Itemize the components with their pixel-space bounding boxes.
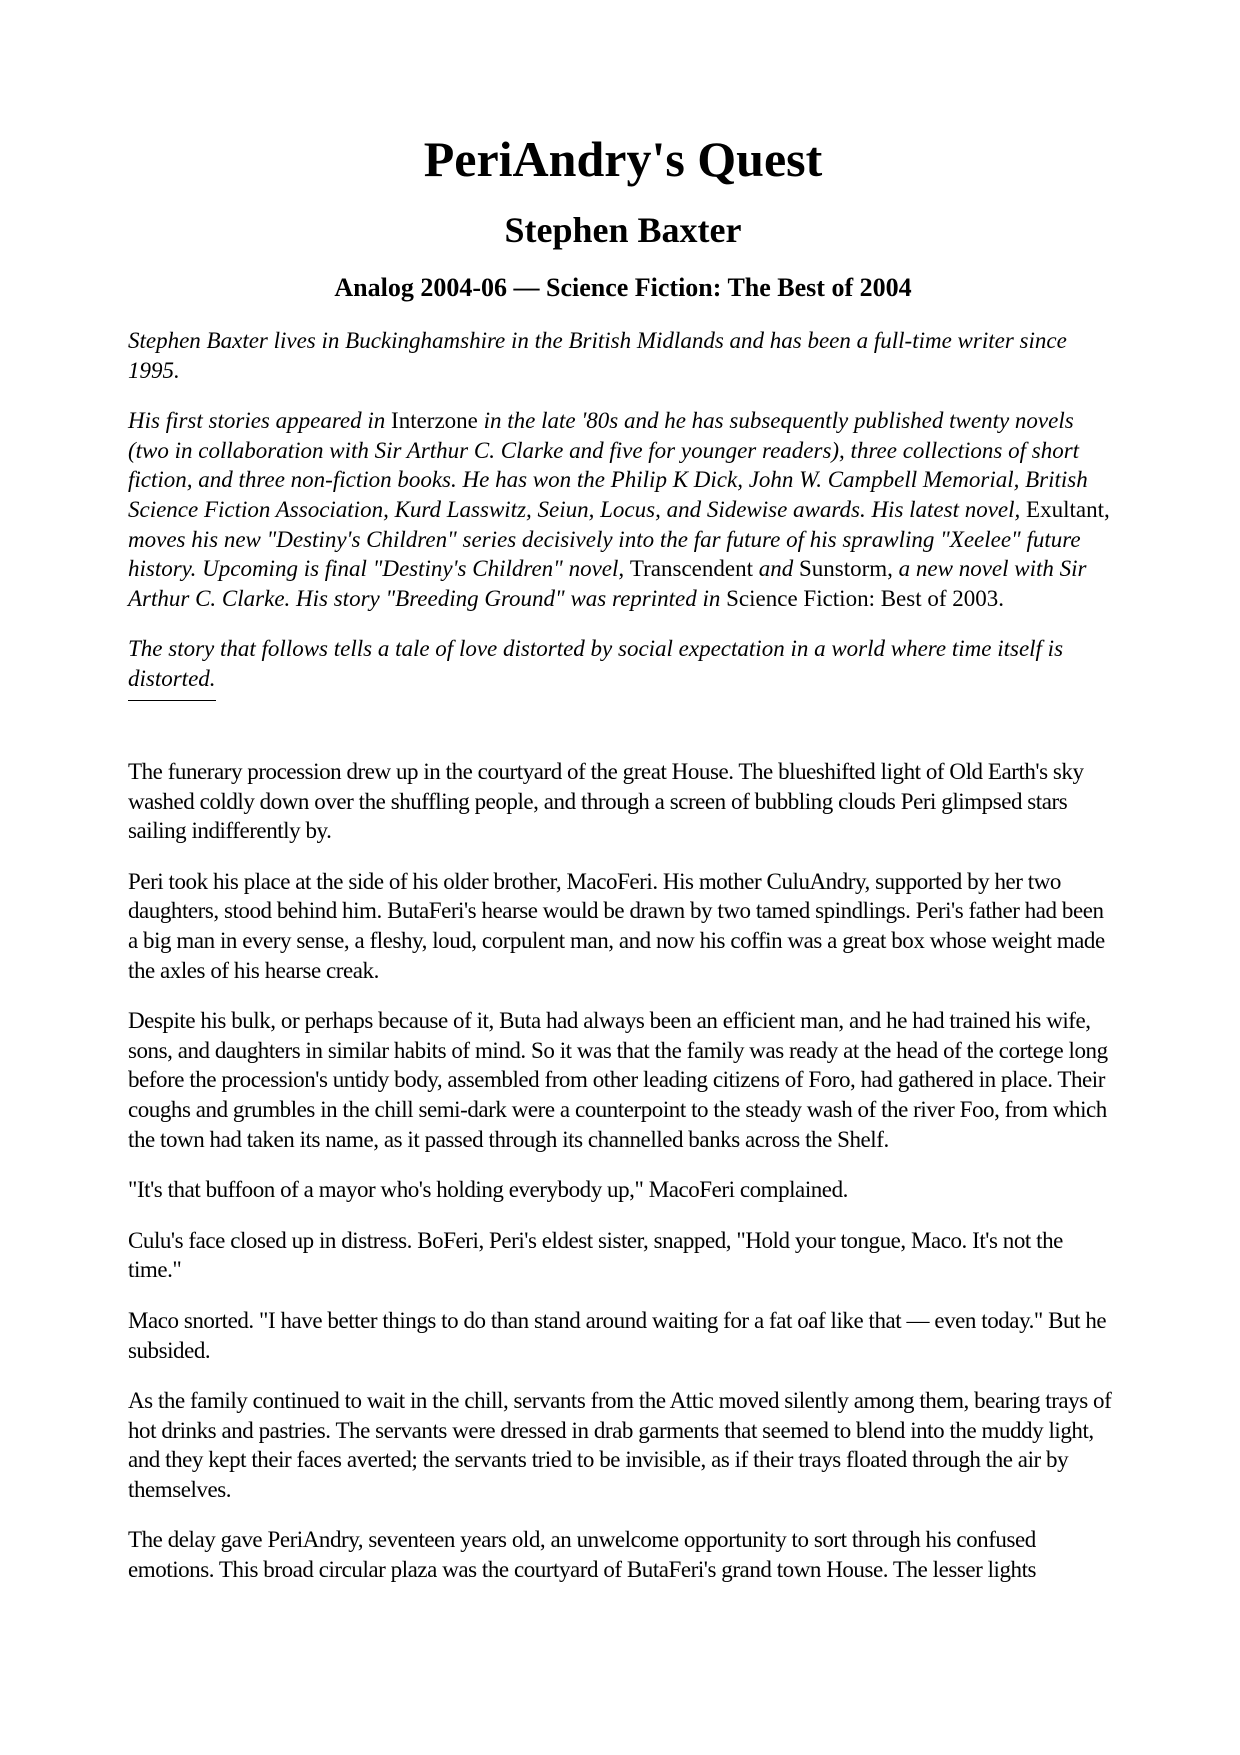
source-line: Analog 2004-06 — Science Fiction: The Best of 2004 <box>334 273 912 302</box>
book-title-exultant: Exultant, <box>1026 496 1110 522</box>
intro-text-segment: and <box>752 556 799 582</box>
book-title-transcendent: Transcendent <box>629 556 753 582</box>
book-title-best-of-2003: Science Fiction: Best of 2003. <box>726 585 1005 611</box>
book-title-interzone: Interzone <box>391 408 478 434</box>
intro-paragraph-3: The story that follows tells a tale of love distorted by social expectation in a world where time itself is distorted. <box>128 636 1064 691</box>
intro-paragraph-1: Stephen Baxter lives in Buckinghamshire in the British Midlands and has been a full-time writer since 1995. <box>128 328 1067 383</box>
story-title: PeriAndry's Quest <box>423 131 823 187</box>
story-paragraph: The delay gave PeriAndry, seventeen years old, an unwelcome opportunity to sort through his confused emotions. This broad circular plaza was the courtyard of ButaFeri's grand town House. The lesser lights <box>128 1527 1037 1583</box>
intro-text-segment: His first stories appeared in <box>128 408 392 434</box>
story-paragraph: Maco snorted. "I have better things to do than stand around waiting for a fat oaf like that — even today." But he subsided. <box>128 1307 1107 1363</box>
author-name: Stephen Baxter <box>504 210 742 250</box>
intro-paragraph-2 <box>128 406 1118 613</box>
author-introduction <box>128 326 1118 701</box>
intro-text-segment: a new novel with Sir Arthur C. Clarke. His story "Breeding Ground" was reprinted in <box>128 556 1087 611</box>
story-paragraph: The funerary procession drew up in the courtyard of the great House. The blueshifted light of Old Earth's sky washed coldly down over the shuffling people, and through a screen of bubbling clouds Peri glimpsed stars sailing indifferently by. <box>128 759 1084 844</box>
story-body <box>128 757 1118 1606</box>
story-paragraph: "It's that buffoon of a mayor who's holding everybody up," MacoFeri complained. <box>128 1177 848 1203</box>
story-paragraph: Peri took his place at the side of his older brother, MacoFeri. His mother CuluAndry, supported by her two daughters, stood behind him. ButaFeri's hearse would be drawn by two tamed spindlings. Peri's father had been a big man in every sense, a fleshy, loud, corpulent man, and now his coffin was a great box whose weight made the axles of his hearse creak. <box>128 868 1105 983</box>
story-paragraph: Culu's face closed up in distress. BoFeri, Peri's eldest sister, snapped, "Hold your tongue, Maco. It's not the time." <box>128 1227 1063 1283</box>
story-paragraph: As the family continued to wait in the chill, servants from the Attic moved silently among them, bearing trays of hot drinks and pastries. The servants were dressed in drab garments that seemed to blend into the muddy light, and they kept their faces averted; the servants tried to be invisible, as if their trays floated through the air by themselves. <box>128 1388 1112 1502</box>
intro-text-segment: in the late '80s and he has subsequently published twenty novels (two in collaboration with Sir Arthur C. Clarke and five for younger readers), three collections of short fiction, and three non-fiction books. He has won the Philip K Dick, John W. Campbell Memorial, British Science Fiction Association, Kurd Lasswitz, Seiun, Locus, and Sidewise awards. His latest novel, <box>128 408 1088 522</box>
story-paragraph: Despite his bulk, or perhaps because of it, Buta had always been an efficient man, and he had trained his wife, sons, and daughters in similar habits of mind. So it was that the family was ready at the head of the cortege long before the procession's untidy body, assembled from other leading citizens of Foro, had gathered in place. Their coughs and grumbles in the chill semi-dark were a counterpoint to the steady wash of the river Foo, from which the town had taken its name, as it passed through its channelled banks across the Shelf. <box>128 1008 1108 1152</box>
intro-text-segment: moves his new "Destiny's Children" series decisively into the far future of his sprawling "Xeelee" future history. Upcoming is final "Destiny's Children" novel, <box>128 526 1081 582</box>
section-divider <box>128 700 216 701</box>
book-title-sunstorm: Sunstorm, <box>798 556 893 582</box>
